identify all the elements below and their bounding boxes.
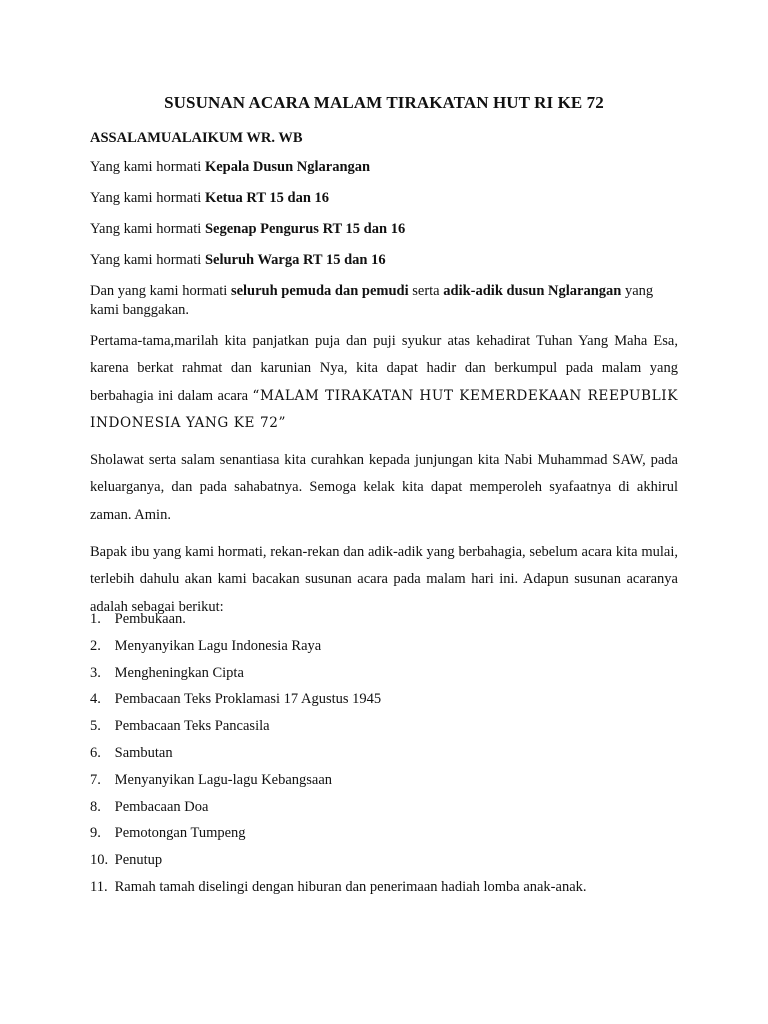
sholawat-paragraph: Sholawat serta salam senantiasa kita curahkan kepada junjungan kita Nabi Muhammad SAW, pada keluarganya, dan pada sahabatnya. Semoga kelak kita dapat memperoleh syafaatnya di akhirul zaman. Amin. [90,452,678,523]
agenda-item [90,741,678,768]
agenda-text: Penutup [114,852,163,869]
agenda-list [90,607,678,902]
agenda-text: Menyanyikan Lagu Indonesia Raya [114,637,322,654]
salutation-pengurus-rt [90,220,678,239]
agenda-text: Sambutan [114,744,173,761]
salutation-prefix: Yang kami hormati [90,190,205,206]
agenda-text: Menyanyikan Lagu-lagu Kebangsaan [114,771,333,788]
youth-bold-2: adik-adik dusun Nglarangan [443,283,622,299]
youth-prefix: Dan yang kami hormati [90,283,231,299]
agenda-number: 9. [90,825,101,842]
agenda-item [90,687,678,714]
agenda-item [90,848,678,875]
youth-salutation [90,282,678,320]
agenda-text: Ramah tamah diselingi dengan hiburan dan penerimaan hadiah lomba anak-anak. [114,878,587,895]
salutation-ketua-rt [90,189,678,208]
event-name: “MALAM TIRAKATAN HUT KEMERDEKAAN REEPUBLIK INDONESIA YANG KE 72” [90,387,678,431]
salutation-prefix: Yang kami hormati [90,252,205,268]
youth-bold-1: seluruh pemuda dan pemudi [230,283,409,299]
agenda-number: 4. [90,691,101,708]
agenda-item [90,714,678,741]
agenda-text: Mengheningkan Cipta [114,664,244,681]
agenda-number: 7. [90,771,101,788]
agenda-number: 1. [90,611,101,627]
salutation-prefix: Yang kami hormati [90,159,205,175]
agenda-number: 6. [90,744,101,761]
agenda-item [90,875,678,902]
greeting: ASSALAMUALAIKUM WR. WB [90,130,303,146]
salutation-name: Segenap Pengurus RT 15 dan 16 [204,221,406,237]
opening-text: Pertama-tama,marilah kita panjatkan puja dan puji syukur atas kehadirat Tuhan Yang Maha Esa, karena berkat rahmat dan karunian Nya, kita dapat hadir dan berkumpul pada malam yang berbahagia ini dalam acara [90,333,678,404]
agenda-text: Pembacaan Doa [114,798,209,815]
agenda-number: 2. [90,637,101,654]
salutation-name: Kepala Dusun Nglarangan [204,159,371,175]
intro-paragraph: Bapak ibu yang kami hormati, rekan-rekan dan adik-adik yang berbahagia, sebelum acara kita mulai, terlebih dahulu akan kami bacakan susunan acara pada malam hari ini. Adapun susunan acaranya adalah sebagai berikut: [90,544,678,615]
agenda-item [90,821,678,848]
agenda-item [90,795,678,822]
agenda-text: Pembukaan. [114,611,186,627]
agenda-number: 8. [90,798,101,815]
salutation-name: Ketua RT 15 dan 16 [204,190,330,206]
youth-suffix: yang kami banggakan. [90,283,654,318]
agenda-text: Pemotongan Tumpeng [114,825,246,842]
youth-mid: serta [408,283,444,299]
salutation-warga-rt [90,251,678,270]
document-title: SUSUNAN ACARA MALAM TIRAKATAN HUT RI KE 72 [164,93,604,112]
agenda-number: 3. [90,664,101,681]
salutation-prefix: Yang kami hormati [90,221,205,237]
agenda-item [90,634,678,661]
agenda-item [90,661,678,688]
agenda-item [90,768,678,795]
agenda-item [90,607,678,634]
salutation-name: Seluruh Warga RT 15 dan 16 [204,252,386,268]
salutation-kepala-dusun [90,158,678,177]
agenda-number: 5. [90,718,101,735]
agenda-text: Pembacaan Teks Proklamasi 17 Agustus 1945 [114,691,382,708]
agenda-number: 11. [90,878,108,895]
agenda-number: 10. [90,852,109,869]
opening-paragraph [90,328,678,437]
agenda-text: Pembacaan Teks Pancasila [114,718,270,735]
